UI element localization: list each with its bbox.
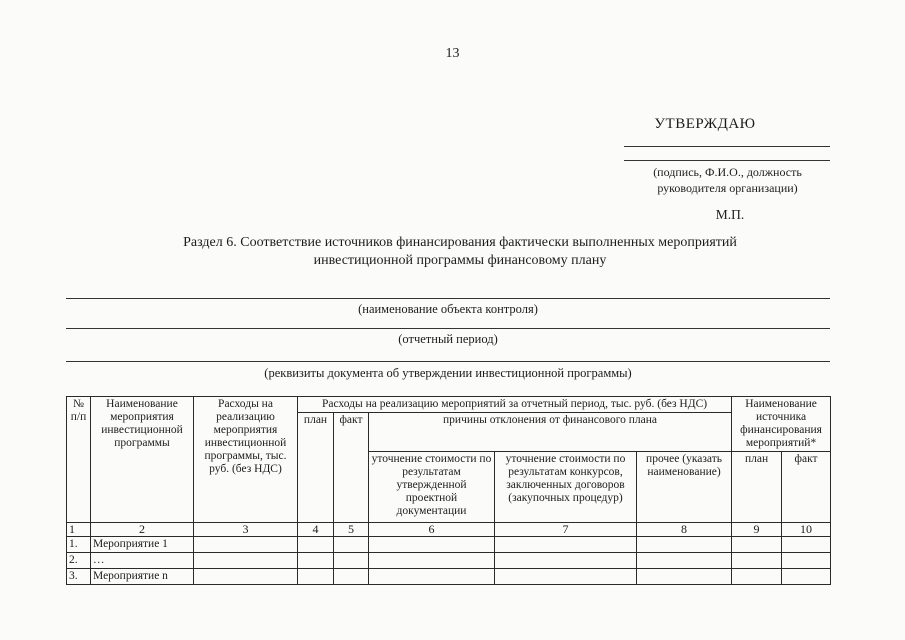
control-object-caption: (наименование объекта контроля) bbox=[358, 302, 538, 316]
table-cell bbox=[637, 553, 732, 569]
header-activity-name: Наименование мероприятия инвестиционной программы bbox=[91, 397, 194, 523]
column-number: 8 bbox=[637, 523, 732, 537]
header-deviation-reasons: причины отклонения от финансового плана bbox=[369, 413, 732, 452]
column-number: 10 bbox=[782, 523, 831, 537]
header-period-expenses: Расходы на реализацию мероприятий за отчетный период, тыс. руб. (без НДС) bbox=[298, 397, 732, 413]
header-plan: план bbox=[298, 413, 334, 523]
header-total-expenses: Расходы на реализацию мероприятия инвестиционной программы, тыс. руб. (без НДС) bbox=[194, 397, 298, 523]
table-cell bbox=[369, 553, 495, 569]
table-row bbox=[67, 553, 831, 569]
reporting-period-caption: (отчетный период) bbox=[398, 332, 498, 346]
header-reason-other: прочее (указать наименование) bbox=[637, 452, 732, 523]
table-cell bbox=[782, 537, 831, 553]
table-cell bbox=[495, 553, 637, 569]
table-cell bbox=[298, 537, 334, 553]
table-cell bbox=[782, 569, 831, 585]
table-cell bbox=[334, 553, 369, 569]
table-cell bbox=[732, 537, 782, 553]
column-number: 5 bbox=[334, 523, 369, 537]
table-cell bbox=[369, 569, 495, 585]
signature-line bbox=[624, 146, 830, 147]
control-object-line bbox=[66, 298, 830, 299]
table-row bbox=[67, 569, 831, 585]
table-cell bbox=[334, 569, 369, 585]
table-cell bbox=[732, 569, 782, 585]
row-number: 2. bbox=[67, 553, 91, 569]
column-number: 1 bbox=[67, 523, 91, 537]
row-activity-name: … bbox=[91, 553, 194, 569]
row-number: 3. bbox=[67, 569, 91, 585]
header-source-fact: факт bbox=[782, 452, 831, 523]
header-fact: факт bbox=[334, 413, 369, 523]
signature-caption-line1: (подпись, Ф.И.О., должность bbox=[653, 165, 802, 179]
program-document-line bbox=[66, 361, 830, 362]
header-financing-source: Наименование источника финансирования мероприятий* bbox=[732, 397, 831, 452]
row-number: 1. bbox=[67, 537, 91, 553]
program-document-caption: (реквизиты документа об утверждении инвестиционной программы) bbox=[264, 366, 632, 380]
row-activity-name: Мероприятие 1 bbox=[91, 537, 194, 553]
table-cell bbox=[637, 569, 732, 585]
stamp-label: М.П. bbox=[715, 207, 745, 222]
table-cell bbox=[495, 537, 637, 553]
signature-caption bbox=[615, 164, 840, 196]
page-number: 13 bbox=[445, 46, 460, 61]
signature-line-2 bbox=[624, 160, 830, 161]
header-source-plan: план bbox=[732, 452, 782, 523]
table-cell bbox=[369, 537, 495, 553]
table-cell bbox=[298, 553, 334, 569]
table-cell bbox=[637, 537, 732, 553]
table-cell bbox=[495, 569, 637, 585]
section-title-line1: Раздел 6. Соответствие источников финансирования фактически выполненных мероприятий bbox=[183, 235, 737, 250]
table-cell bbox=[298, 569, 334, 585]
column-number: 3 bbox=[194, 523, 298, 537]
section-title bbox=[120, 234, 800, 270]
table-cell bbox=[194, 537, 298, 553]
column-number: 4 bbox=[298, 523, 334, 537]
header-reason-design-docs: уточнение стоимости по результатам утвержденной проектной документации bbox=[369, 452, 495, 523]
header-reason-tenders: уточнение стоимости по результатам конкурсов, заключенных договоров (закупочных процедур) bbox=[495, 452, 637, 523]
signature-caption-line2: руководителя организации) bbox=[657, 181, 798, 195]
table-row bbox=[67, 537, 831, 553]
column-numbers-row bbox=[67, 523, 831, 537]
column-number: 6 bbox=[369, 523, 495, 537]
row-activity-name: Мероприятие n bbox=[91, 569, 194, 585]
financing-table bbox=[66, 396, 831, 585]
table-cell bbox=[334, 537, 369, 553]
column-number: 2 bbox=[91, 523, 194, 537]
table-cell bbox=[782, 553, 831, 569]
section-title-line2: инвестиционной программы финансовому плану bbox=[313, 253, 607, 268]
header-number: № п/п bbox=[67, 397, 91, 523]
table-cell bbox=[194, 569, 298, 585]
reporting-period-line bbox=[66, 328, 830, 329]
table-cell bbox=[732, 553, 782, 569]
column-number: 7 bbox=[495, 523, 637, 537]
approval-title: УТВЕРЖДАЮ bbox=[654, 116, 756, 132]
column-number: 9 bbox=[732, 523, 782, 537]
table-cell bbox=[194, 553, 298, 569]
